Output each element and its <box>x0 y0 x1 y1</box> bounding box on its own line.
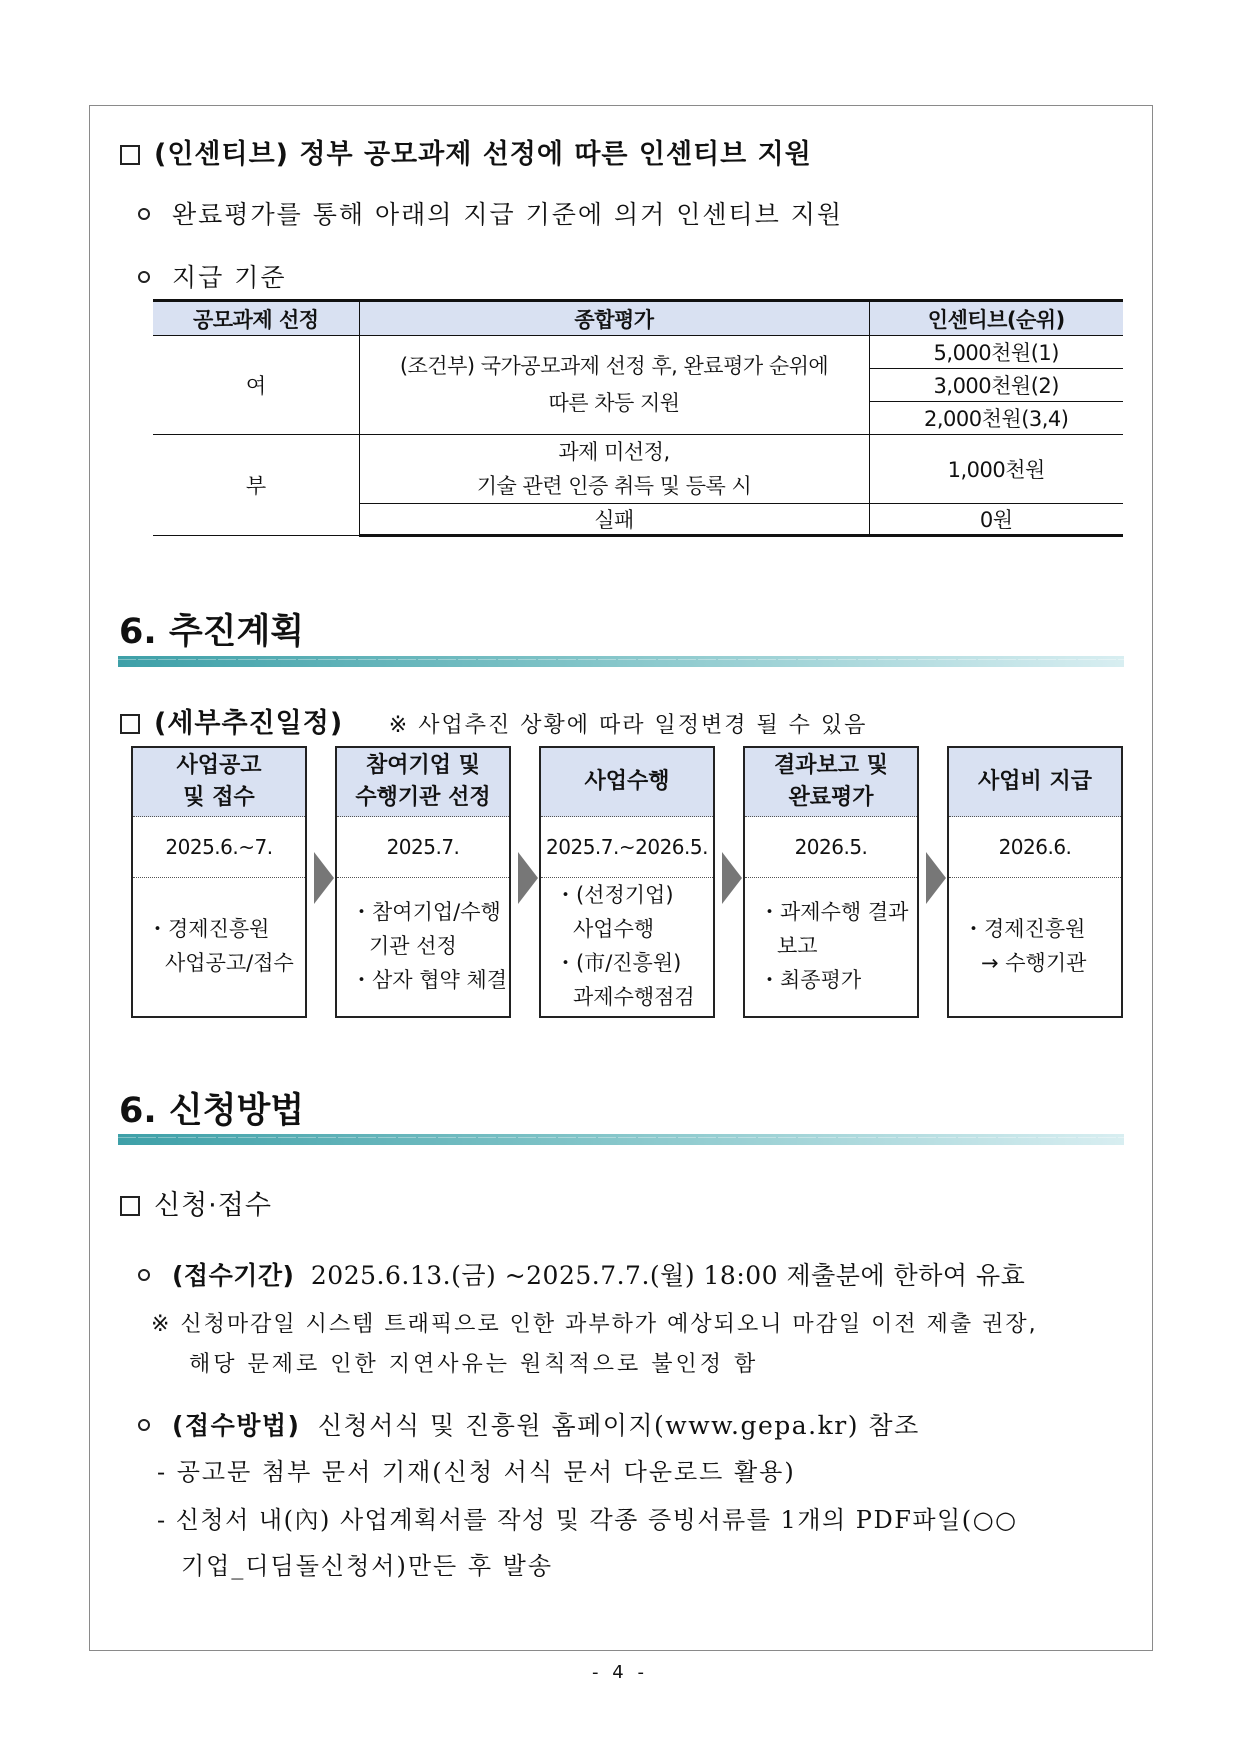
step-title: 사업공고 및 접수 <box>133 748 305 817</box>
step-date: 2026.5. <box>745 817 917 878</box>
checkbox-square-icon <box>120 145 140 165</box>
step-card <box>539 746 715 1018</box>
apply-dash-2-line-1: - 신청서 내(內) 사업계획서를 작성 및 각종 증빙서류를 1개의 PDF파일(○○ <box>157 1506 1018 1534</box>
step-title: 사업수행 <box>541 748 713 817</box>
header-incentive: 인센티브(순위) <box>869 301 1123 336</box>
step-title: 사업비 지급 <box>949 748 1121 817</box>
cell-amount-2: 3,000천원(2) <box>869 369 1123 402</box>
step-detail: ・경제진흥원 사업공고/접수 <box>147 917 294 975</box>
step-date: 2025.7. <box>337 817 509 878</box>
step-detail: ・(선정기업) 사업수행 ・(市/진흥원) 과제수행점검 <box>555 883 695 1009</box>
cell-no-eval: 과제 미선정, 기술 관련 인증 취득 및 등록 시 <box>359 435 869 504</box>
table-row <box>153 336 1123 369</box>
step-card <box>335 746 511 1018</box>
table-row <box>153 435 1123 504</box>
incentive-table <box>153 299 1123 537</box>
step-card <box>947 746 1123 1018</box>
arrow-right-icon <box>518 852 538 904</box>
cell-amount-3: 2,000천원(3,4) <box>869 402 1123 435</box>
apply-notice-line-1: ※ 신청마감일 시스템 트래픽으로 인한 과부하가 예상되오니 마감일 이전 제출 권장, <box>151 1312 1038 1337</box>
apply-method: (접수방법) 신청서식 및 진흥원 홈페이지(www.gepa.kr) 참조 <box>138 1406 920 1442</box>
header-evaluation: 종합평가 <box>359 301 869 336</box>
step-card <box>131 746 307 1018</box>
cell-no-amount: 1,000천원 <box>869 435 1123 504</box>
apply-dash-1: - 공고문 첨부 문서 기재(신청 서식 문서 다운로드 활용) <box>157 1458 796 1486</box>
cell-yes: 여 <box>153 336 359 435</box>
cell-no: 부 <box>153 435 359 536</box>
cell-fail-amount: 0원 <box>869 504 1123 536</box>
apply-period: (접수기간) 2025.6.13.(금) ~2025.7.7.(월) 18:00 제출분에 한하여 유효 <box>138 1256 1025 1292</box>
step-detail: ・경제진흥원 → 수행기관 <box>963 917 1087 975</box>
apply-notice-line-2: 해당 문제로 인한 지연사유는 원칙적으로 불인정 함 <box>189 1352 759 1377</box>
circle-bullet-icon <box>138 271 150 283</box>
page-number: - 4 - <box>592 1662 648 1683</box>
plan-section-title: 6. 추진계획 <box>119 612 305 652</box>
apply-subheading: 신청·접수 <box>120 1183 272 1222</box>
cell-yes-eval: (조건부) 국가공모과제 선정 후, 완료평가 순위에 따른 차등 지원 <box>359 336 869 435</box>
apply-dash-2-line-2: 기업_디딤돌신청서)만든 후 발송 <box>181 1552 554 1580</box>
cell-amount-1: 5,000천원(1) <box>869 336 1123 369</box>
table-header-row <box>153 301 1123 336</box>
incentive-heading: (인센티브) 정부 공모과제 선정에 따른 인센티브 지원 <box>120 132 812 171</box>
step-detail: ・과제수행 결과 보고 ・최종평가 <box>759 900 909 992</box>
step-date: 2025.6.~7. <box>133 817 305 878</box>
step-detail: ・참여기업/수행 기관 선정 ・삼자 협약 체결 <box>351 900 508 992</box>
cell-fail-eval: 실패 <box>359 504 869 536</box>
plan-subheading: (세부추진일정) ※ 사업추진 상황에 따라 일정변경 될 수 있음 <box>120 701 867 740</box>
circle-bullet-icon <box>138 1269 150 1281</box>
arrow-right-icon <box>722 852 742 904</box>
step-date: 2025.7.~2026.5. <box>541 817 713 878</box>
circle-bullet-icon <box>138 208 150 220</box>
step-title: 결과보고 및 완료평가 <box>745 748 917 817</box>
section-divider <box>118 656 1124 667</box>
circle-bullet-icon <box>138 1419 150 1431</box>
step-date: 2026.6. <box>949 817 1121 878</box>
header-selection: 공모과제 선정 <box>153 301 359 336</box>
step-card <box>743 746 919 1018</box>
checkbox-square-icon <box>120 1196 140 1216</box>
arrow-right-icon <box>926 852 946 904</box>
step-title: 참여기업 및 수행기관 선정 <box>337 748 509 817</box>
incentive-bullet-1: 완료평가를 통해 아래의 지급 기준에 의거 인센티브 지원 <box>138 195 843 231</box>
section-divider <box>118 1134 1124 1145</box>
arrow-right-icon <box>314 852 334 904</box>
apply-section-title: 6. 신청방법 <box>119 1091 305 1131</box>
checkbox-square-icon <box>120 714 140 734</box>
plan-note: ※ 사업추진 상황에 따라 일정변경 될 수 있음 <box>388 713 868 738</box>
incentive-bullet-2: 지급 기준 <box>138 258 287 294</box>
